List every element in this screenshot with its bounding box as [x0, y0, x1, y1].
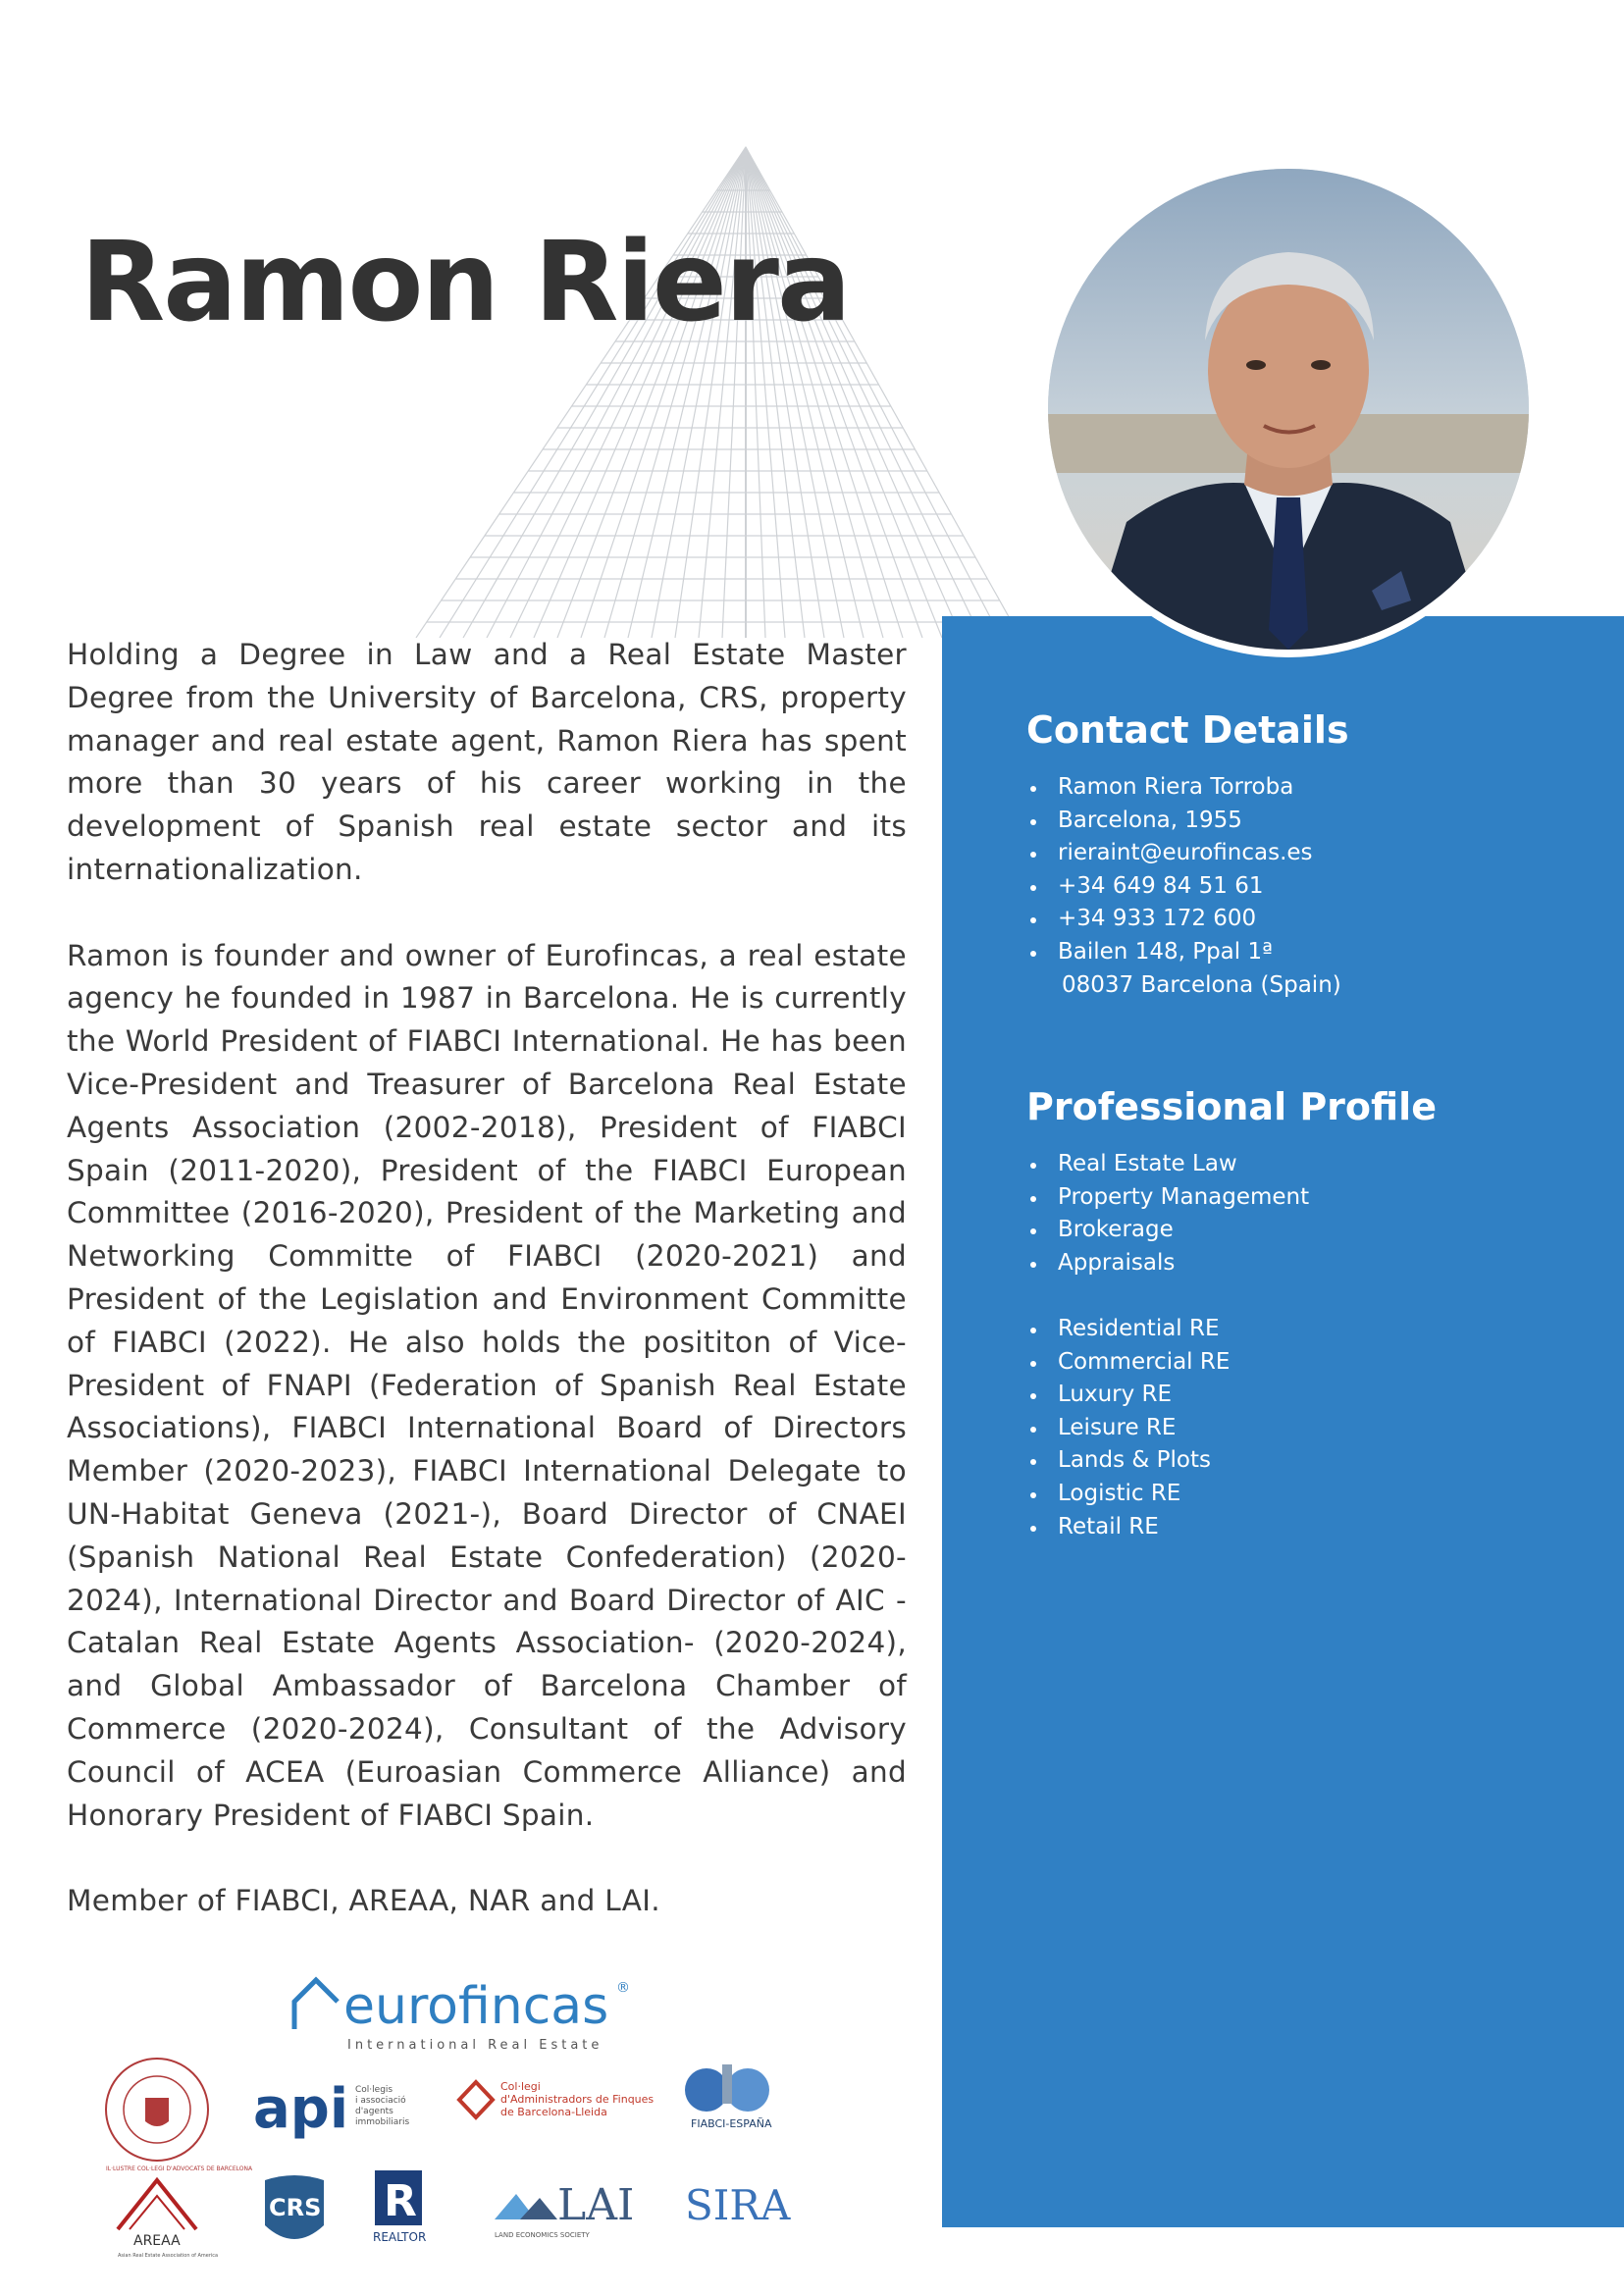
- sira-logo: [685, 2181, 791, 2229]
- membership-logos: [98, 1962, 864, 2267]
- api-logo: [253, 2077, 409, 2141]
- api-text-2: i associació: [355, 2096, 406, 2106]
- api-text-1: Col·legis: [355, 2085, 393, 2095]
- fiabci-text: FIABCI-ESPAÑA: [691, 2117, 772, 2130]
- fiabci-logo: [685, 2064, 772, 2130]
- contact-list: [1026, 771, 1341, 1002]
- lai-name: LAI: [557, 2180, 635, 2230]
- sira-text: SIRA: [685, 2181, 791, 2229]
- areaa-logo: [118, 2180, 218, 2259]
- page-title: Ramon Riera: [80, 219, 850, 346]
- biography: [67, 634, 907, 1966]
- areaa-name: AREAA: [133, 2233, 181, 2249]
- profile-item: Leisure RE: [1026, 1412, 1309, 1445]
- contact-address: Bailen 148, Ppal 1ª: [1026, 936, 1341, 969]
- profile-item: Property Management: [1026, 1181, 1309, 1215]
- profile-photo: [1048, 169, 1529, 650]
- api-text-3: d'agents: [355, 2107, 393, 2116]
- contact-heading: Contact Details: [1026, 708, 1349, 752]
- profile-list: [1026, 1148, 1309, 1543]
- admin-line-3: de Barcelona-Lleida: [500, 2106, 607, 2118]
- administradors-logo: [459, 2080, 654, 2118]
- bio-paragraph-2: Ramon is founder and owner of Eurofincas, a real estate agency he founded in 1987 in Barcelona. He is currently the World President of FIABCI International. He has been Vice-President and Treasurer of Barcelona Real Estate Agents Association (2002-2018), President of FIABCI Spain (2011-2020), President of the FIABCI European Committee (2016-2020), President of the Marketing and Networking Committe of FIABCI (2020-2021) and President of the Legislation and Environment Committe of FIABCI (2022). He also holds the posititon of Vice-President of FNAPI (Federation of Spanish Real Estate Associations), FIABCI International Board of Directors Member (2020-2023), FIABCI International Delegate to UN-Habitat Geneva (2021-), Board Director of CNAEI (Spanish National Real Estate Confederation) (2020-2024), International Director and Board Director of AIC -Catalan Real Estate Agents Association- (2020-2024), and Global Ambassador of Barcelona Chamber of Commerce (2020-2024), Consultant of the Advisory Council of ACEA (Euroasian Commerce Alliance) and Honorary President of FIABCI Spain.: [67, 938, 907, 1832]
- api-text-4: immobiliaris: [355, 2117, 410, 2127]
- lai-sub: LAND ECONOMICS SOCIETY: [495, 2231, 590, 2239]
- eurofincas-logo: [294, 1977, 630, 2053]
- contact-birth: Barcelona, 1955: [1026, 805, 1341, 838]
- lai-logo: [495, 2180, 634, 2239]
- advocats-text: IL·LUSTRE COL·LEGI D'ADVOCATS DE BARCELONA: [106, 2166, 253, 2172]
- contact-email[interactable]: rieraint@eurofincas.es: [1026, 837, 1341, 870]
- profile-item: Logistic RE: [1026, 1478, 1309, 1511]
- profile-item: Luxury RE: [1026, 1379, 1309, 1412]
- profile-item: Appraisals: [1026, 1247, 1309, 1280]
- realtor-logo: [373, 2170, 426, 2244]
- crs-logo: [265, 2175, 324, 2239]
- contact-mobile[interactable]: +34 649 84 51 61: [1026, 870, 1341, 904]
- contact-name: Ramon Riera Torroba: [1026, 771, 1341, 805]
- eurofincas-reg: ®: [616, 1980, 630, 1996]
- contact-phone[interactable]: +34 933 172 600: [1026, 903, 1341, 936]
- advocats-seal: [106, 2059, 253, 2172]
- contact-address-line2: 08037 Barcelona (Spain): [1062, 971, 1341, 998]
- api-mark: api: [253, 2077, 349, 2141]
- admin-line-2: d'Administradors de Finques: [500, 2093, 655, 2106]
- eurofincas-name: eurofincas: [343, 1977, 609, 2036]
- profile-item: Real Estate Law: [1026, 1148, 1309, 1181]
- realtor-name: REALTOR: [373, 2230, 427, 2244]
- eurofincas-tagline: International Real Estate: [347, 2038, 603, 2053]
- bio-paragraph-1: Holding a Degree in Law and a Real Estate Master Degree from the University of Barcelona, CRS, property manager and real estate agent, Ramon Riera has spent more than 30 years of his career working in the development of Spanish real estate sector and its internationalization.: [67, 638, 907, 886]
- admin-line-1: Col·legi: [500, 2080, 541, 2093]
- profile-item: Retail RE: [1026, 1511, 1309, 1544]
- areaa-sub: Asian Real Estate Association of America: [118, 2253, 219, 2259]
- realtor-mark: R: [384, 2176, 417, 2226]
- profile-item: Commercial RE: [1026, 1346, 1309, 1380]
- profile-item: Lands & Plots: [1026, 1444, 1309, 1478]
- profile-heading: Professional Profile: [1026, 1085, 1437, 1128]
- profile-item: Brokerage: [1026, 1214, 1309, 1247]
- list-spacer: [1026, 1279, 1309, 1313]
- profile-item: Residential RE: [1026, 1313, 1309, 1346]
- bio-paragraph-3: Member of FIABCI, AREAA, NAR and LAI.: [67, 1884, 660, 1918]
- crs-text: CRS: [269, 2194, 322, 2221]
